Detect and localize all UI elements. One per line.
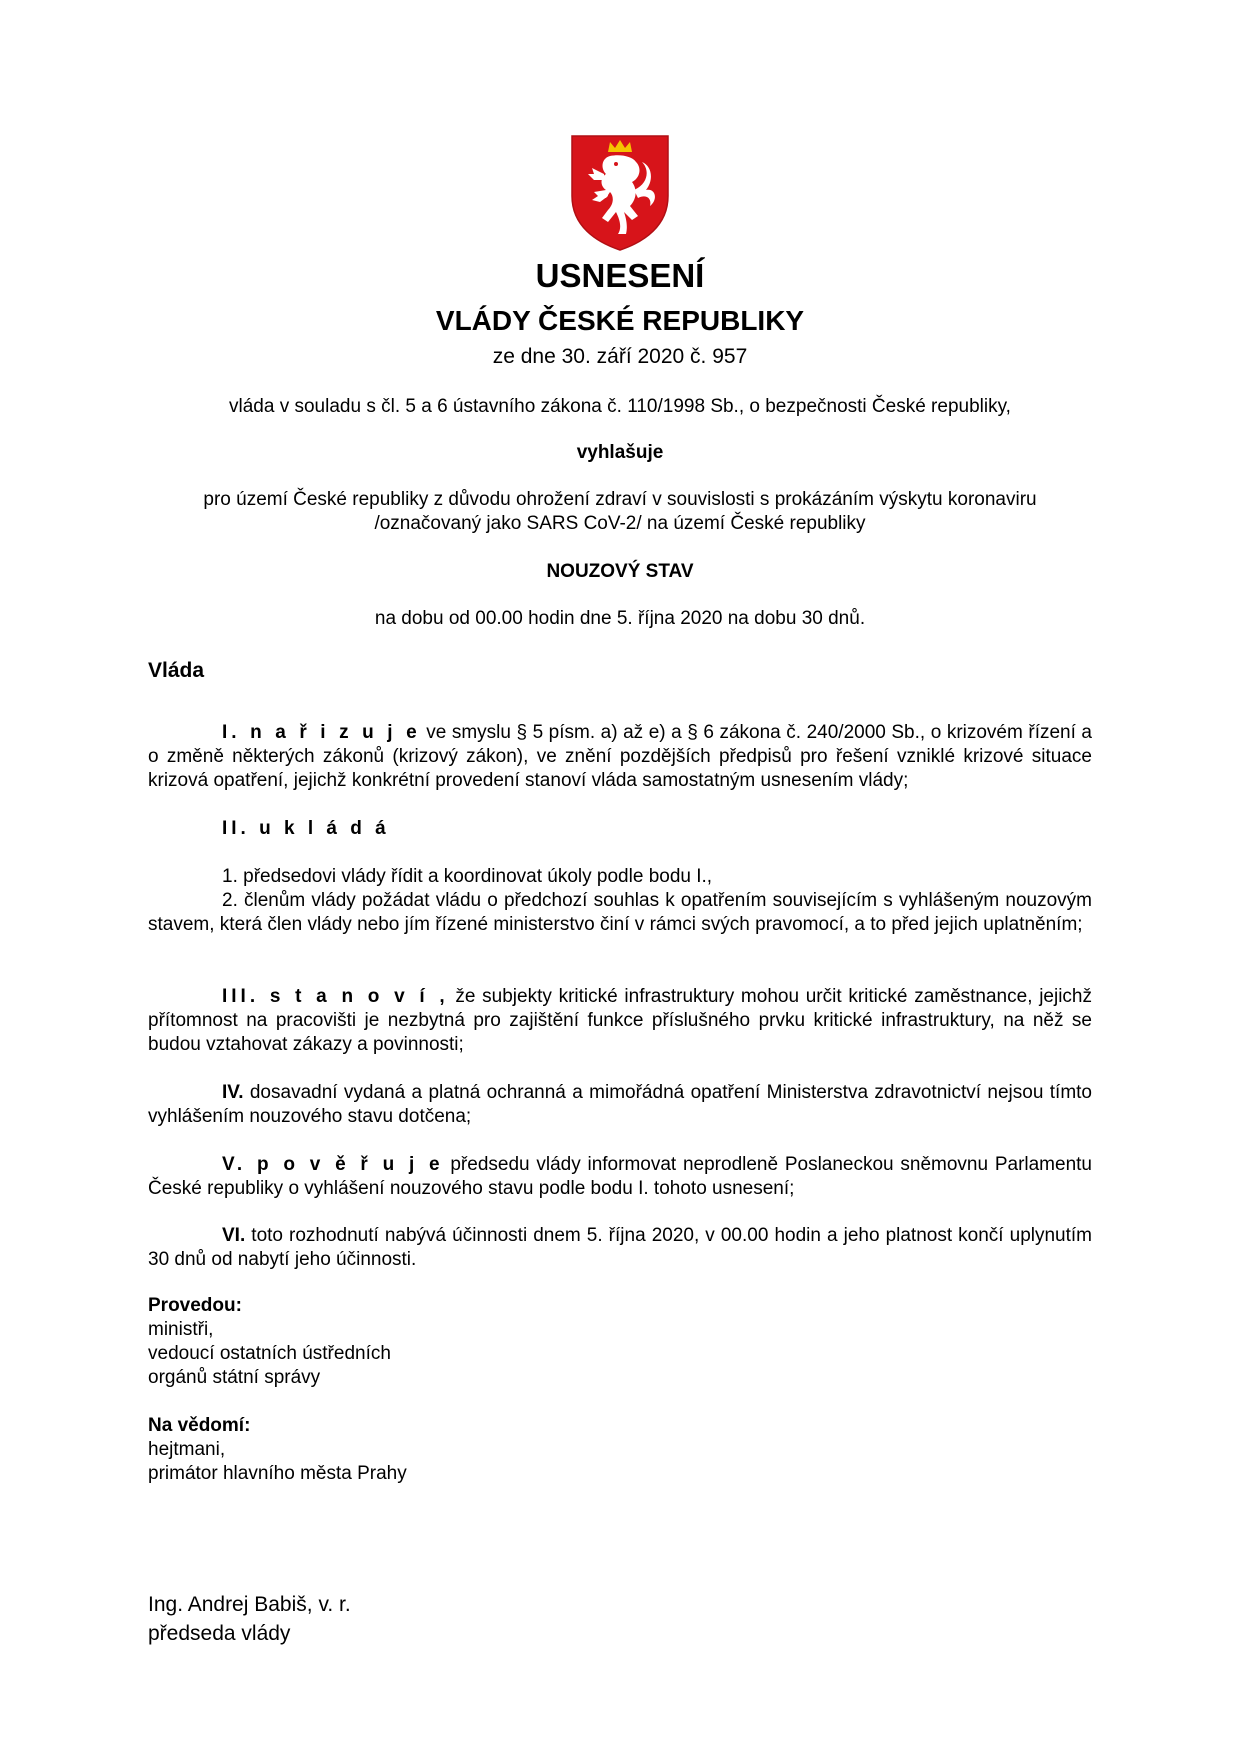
- point-6-text: toto rozhodnutí nabývá účinnosti dnem 5. října 2020, v 00.00 hodin a jeho platnost končí uplynutím 30 dnů od nabytí jeho účinnosti.: [148, 1225, 1092, 1270]
- signatory-name: Ing. Andrej Babiš, v. r.: [148, 1593, 351, 1616]
- point-2-item-2: 2. členům vlády požádat vládu o předchozí souhlas k opatřením souvisejícím s vyhlášeným nouzovým stavem, která člen vlády nebo jím řízené ministerstvo činí v rámci svých pravomocí, a to před jejich uplatněním;: [148, 890, 1092, 935]
- proclamation-reason: [140, 488, 1100, 536]
- execution-line-2: vedoucí ostatních ústředních: [148, 1343, 391, 1364]
- point-2-heading: [148, 817, 1092, 841]
- point-1-label: I. n a ř i z u j e: [222, 722, 421, 743]
- execution-block: [148, 1294, 391, 1390]
- point-1-text: ve smyslu § 5 písm. a) až e) a § 6 zákona č. 240/2000 Sb., o krizovém řízení a o změně některých zákonů (krizový zákon), ve znění pozdějších předpisů pro řešení vzniklé krizové situace krizová opatření, jejichž konkrétní provedení stanoví vláda samostatným usnesením vlády;: [148, 722, 1092, 791]
- czech-coat-of-arms: [570, 134, 670, 252]
- section-heading: Vláda: [148, 659, 205, 682]
- point-2-label: II. u k l á d á: [222, 818, 390, 839]
- document-date-line: ze dne 30. září 2020 č. 957: [492, 345, 748, 368]
- proclamation-verb: vyhlašuje: [576, 442, 664, 463]
- point-3-text: že subjekty kritické infrastruktury mohou určit kritické zaměstnance, jejichž přítomnost na pracovišti je nezbytná pro zajištění funkce příslušného prvku kritické infrastruktury, na něž se budou vztahovat zákazy a povinnosti;: [148, 986, 1092, 1055]
- reason-line-2: /označovaný jako SARS CoV-2/ na území České republiky: [374, 513, 866, 534]
- execution-heading: Provedou:: [148, 1295, 242, 1316]
- legal-basis: vláda v souladu s čl. 5 a 6 ústavního zákona č. 110/1998 Sb., o bezpečnosti České republiky,: [229, 396, 1011, 417]
- point-4: [148, 1081, 1092, 1129]
- point-5: [148, 1153, 1092, 1201]
- acknowledge-block: [148, 1414, 407, 1486]
- state-of-emergency: NOUZOVÝ STAV: [546, 561, 694, 582]
- point-5-label: V. p o v ě ř u j e: [222, 1154, 444, 1175]
- signatory-role: předseda vlády: [148, 1622, 291, 1645]
- acknowledge-line-1: hejtmani,: [148, 1439, 226, 1460]
- duration: na dobu od 00.00 hodin dne 5. října 2020 na dobu 30 dnů.: [374, 608, 866, 629]
- document-subtitle: VLÁDY ČESKÉ REPUBLIKY: [435, 305, 805, 336]
- execution-line-3: orgánů státní správy: [148, 1367, 321, 1388]
- execution-line-1: ministři,: [148, 1319, 214, 1340]
- point-5-text: předsedu vlády informovat neprodleně Poslaneckou sněmovnu Parlamentu České republiky o vyhlášení nouzového stavu podle bodu I. tohoto usnesení;: [148, 1154, 1092, 1199]
- point-6-label: VI.: [222, 1225, 246, 1246]
- point-4-text: dosavadní vydaná a platná ochranná a mimořádná opatření Ministerstva zdravotnictví nejsou tímto vyhlášením nouzového stavu dotčena;: [148, 1082, 1092, 1127]
- point-2-item-1: 1. předsedovi vlády řídit a koordinovat úkoly podle bodu I.,: [222, 866, 713, 887]
- point-3: [148, 985, 1092, 1057]
- document-title: USNESENÍ: [535, 257, 705, 294]
- acknowledge-line-2: primátor hlavního města Prahy: [148, 1463, 407, 1484]
- reason-line-1: pro území České republiky z důvodu ohrožení zdraví v souvislosti s prokázáním výskytu koronaviru: [203, 489, 1037, 510]
- point-3-label: III. s t a n o v í ,: [222, 986, 449, 1007]
- signature-block: [148, 1590, 351, 1648]
- acknowledge-heading: Na vědomí:: [148, 1415, 251, 1436]
- point-6: [148, 1224, 1092, 1272]
- point-4-label: IV.: [222, 1082, 244, 1103]
- point-1: [148, 721, 1092, 793]
